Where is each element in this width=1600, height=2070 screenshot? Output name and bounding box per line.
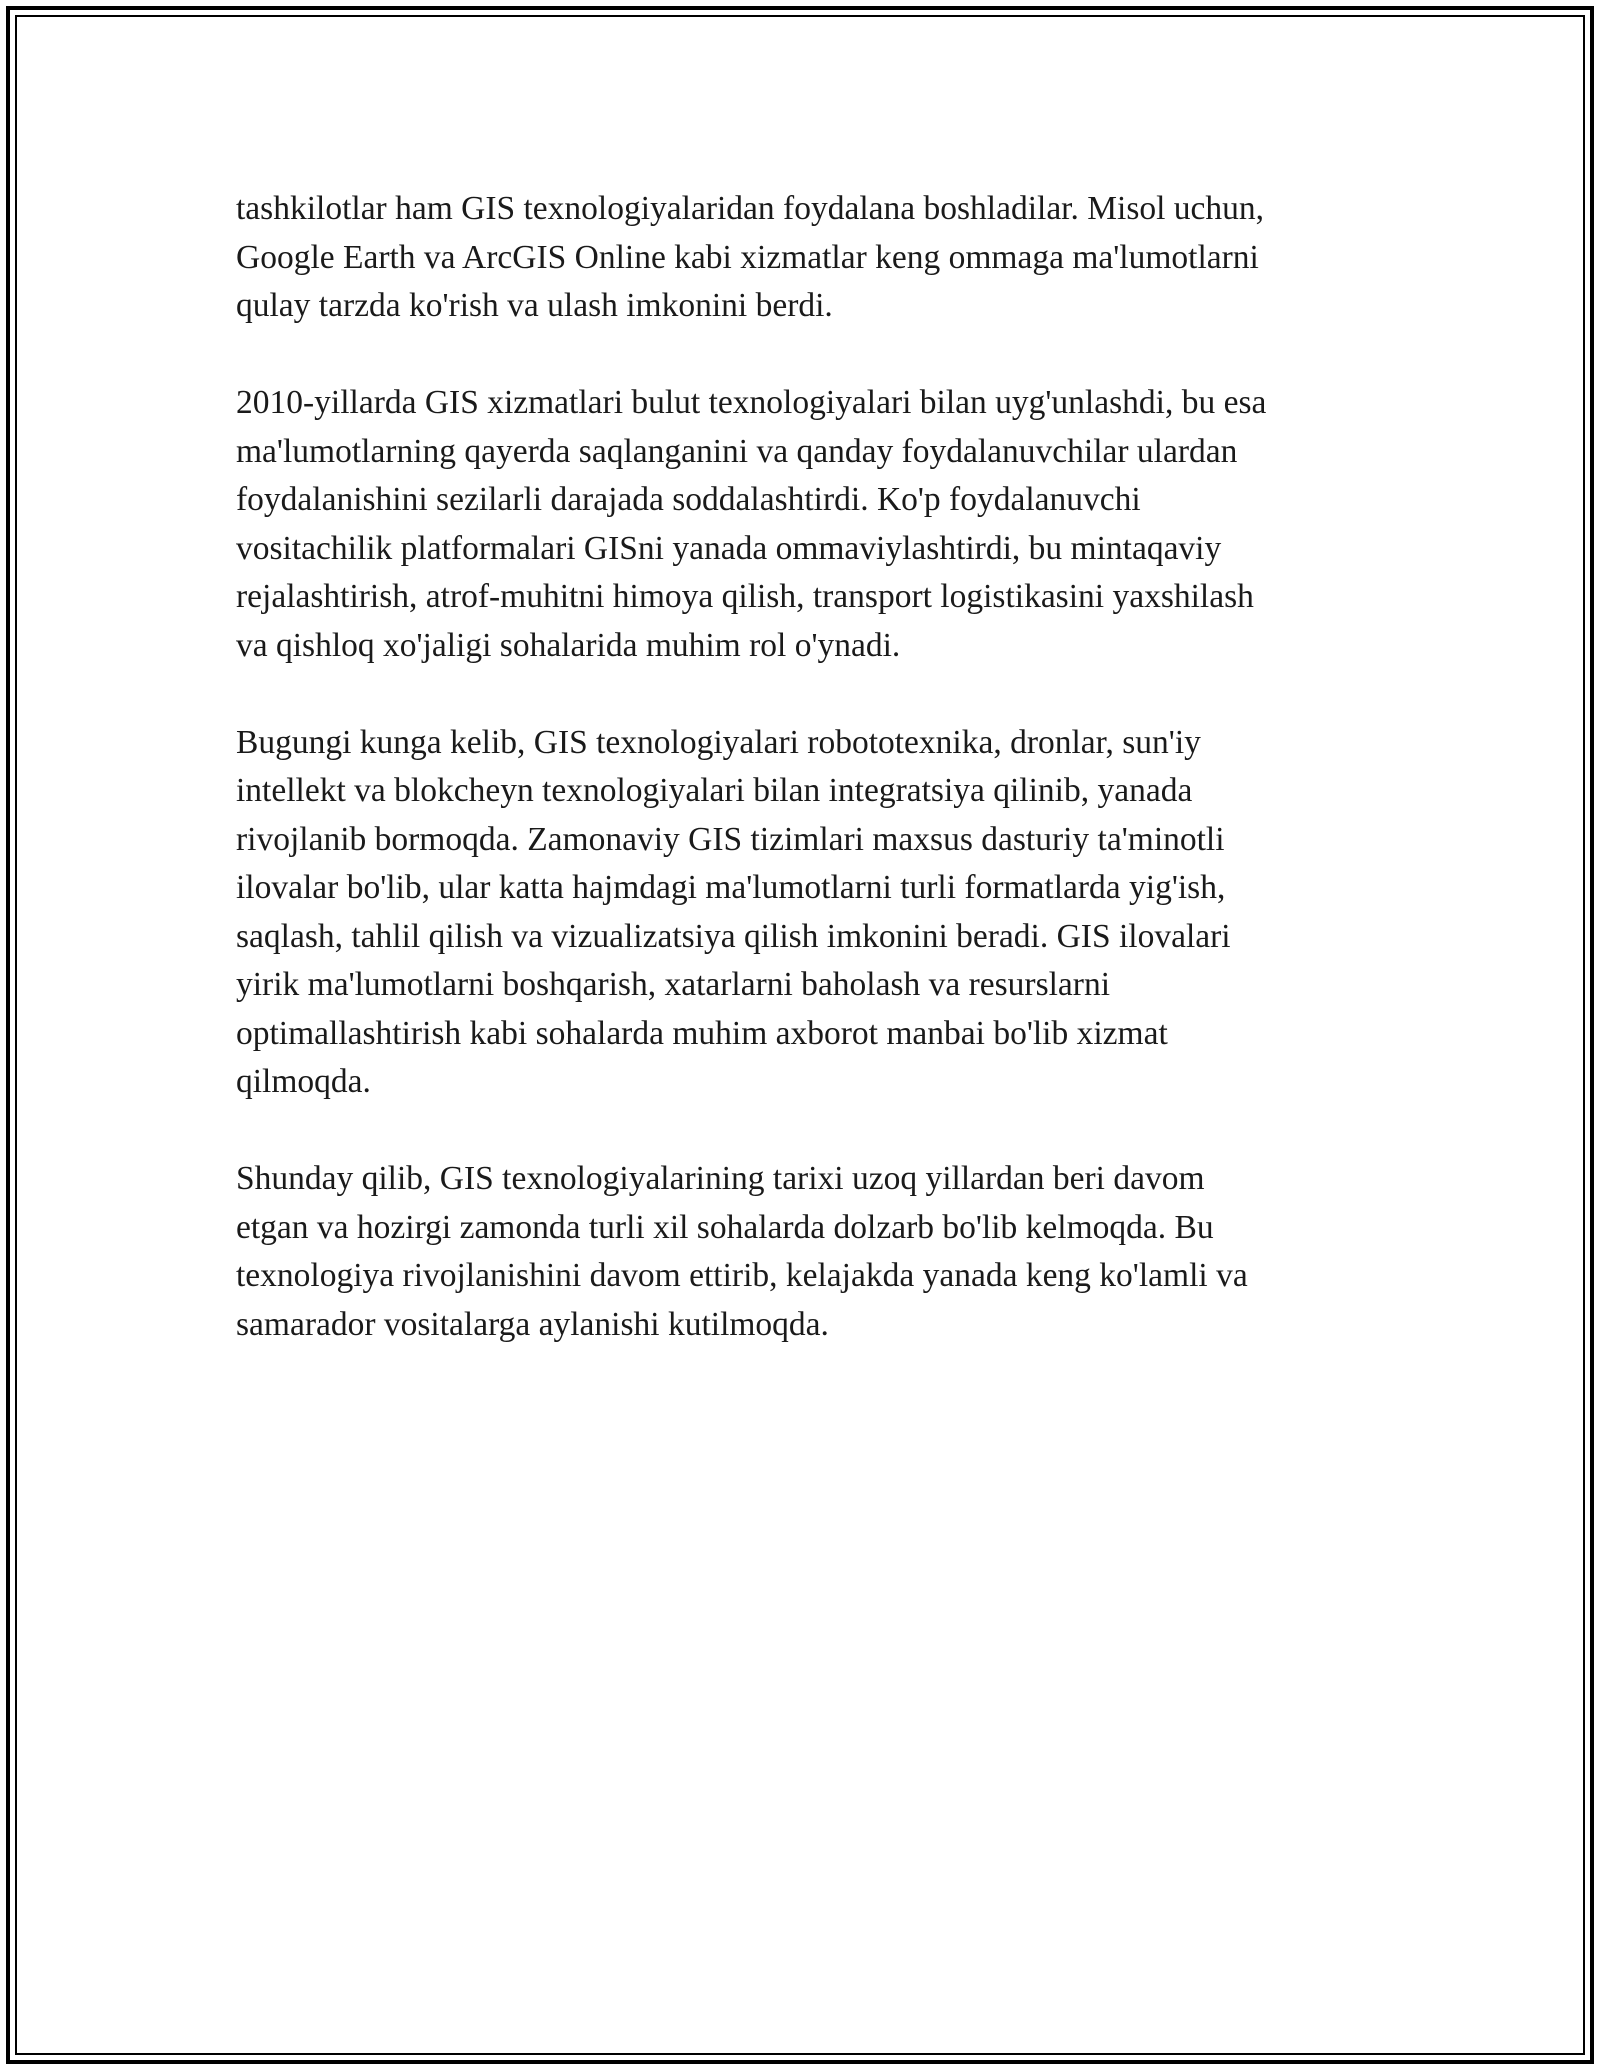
text-line: Google Earth va ArcGIS Online kabi xizmatlar keng ommaga ma'lumotlarni	[236, 238, 1259, 276]
text-line: optimallashtirish kabi sohalarda muhim axborot manbai bo'lib xizmat	[236, 1014, 1168, 1052]
text-line: etgan va hozirgi zamonda turli xil sohalarda dolzarb bo'lib kelmoqda. Bu	[236, 1208, 1214, 1246]
text-line: saqlash, tahlil qilish va vizualizatsiya qilish imkonini beradi. GIS ilovalari	[236, 917, 1231, 955]
text-line: qilmoqda.	[236, 1063, 371, 1100]
paragraph	[236, 1155, 1386, 1349]
text-line: samarador vositalarga aylanishi kutilmoqda.	[236, 1305, 829, 1343]
text-line: vositachilik platformalari GISni yanada ommaviylashtirdi, bu mintaqaviy	[236, 529, 1222, 567]
text-line: qulay tarzda ko'rish va ulash imkonini berdi.	[236, 287, 833, 324]
text-line: foydalanishini sezilarli darajada soddalashtirdi. Ko'p foydalanuvchi	[236, 481, 1141, 518]
text-line: va qishloq xo'jaligi sohalarida muhim rol o'ynadi.	[236, 626, 901, 664]
text-line: rivojlanib bormoqda. Zamonaviy GIS tizimlari maxsus dasturiy ta'minotli	[236, 820, 1225, 858]
text-line: intellekt va blokcheyn texnologiyalari bilan integratsiya qilinib, yanada	[236, 772, 1193, 809]
document-body	[236, 185, 1386, 1398]
text-line: ma'lumotlarning qayerda saqlanganini va qanday foydalanuvchilar ulardan	[236, 432, 1238, 470]
text-line: yirik ma'lumotlarni boshqarish, xatarlarni baholash va resurslarni	[236, 966, 1111, 1003]
text-line: 2010-yillarda GIS xizmatlari bulut texnologiyalari bilan uyg'unlashdi, bu esa	[236, 384, 1267, 421]
text-line: rejalashtirish, atrof-muhitni himoya qilish, transport logistikasini yaxshilash	[236, 578, 1254, 615]
paragraph	[236, 185, 1386, 331]
text-line: ilovalar bo'lib, ular katta hajmdagi ma'lumotlarni turli formatlarda yig'ish,	[236, 869, 1226, 906]
paragraph	[236, 379, 1386, 670]
paragraph	[236, 719, 1386, 1107]
text-line: texnologiya rivojlanishini davom ettirib, kelajakda yanada keng ko'lamli va	[236, 1257, 1248, 1294]
text-line: Shunday qilib, GIS texnologiyalarining tarixi uzoq yillardan beri davom	[236, 1160, 1205, 1197]
text-line: tashkilotlar ham GIS texnologiyalaridan foydalana boshladilar. Misol uchun,	[236, 190, 1265, 227]
text-line: Bugungi kunga kelib, GIS texnologiyalari robototexnika, dronlar, sun'iy	[236, 723, 1201, 761]
